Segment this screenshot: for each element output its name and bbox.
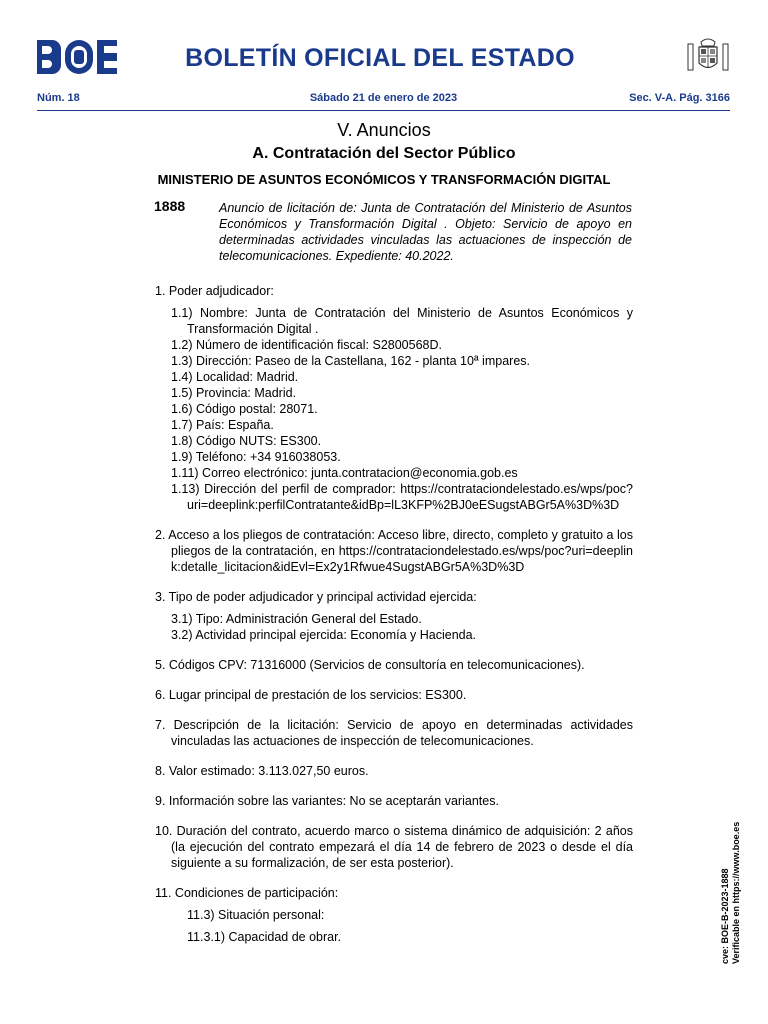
list-item: 11.3) Situación personal: [187,908,325,922]
paragraph-3 [155,589,633,643]
list-item: 1.11) Correo electrónico: junta.contratacion@economia.gob.es [171,466,518,480]
paragraph-11-3-1 [155,929,633,945]
paragraph-1-heading: 1. Poder adjudicador: [155,284,274,298]
coat-of-arms-icon [686,36,730,76]
paragraph-1 [155,283,633,513]
announcement-title: Anuncio de licitación de: Junta de Contratación del Ministerio de Asuntos Económicos y Transformación Digital . Objeto: Servicio de apoyo en determinadas actividades vinculadas las actuaciones de inspección de telecomunicaciones. Expediente: 40.2022. [219,201,632,263]
boe-logo [37,40,117,74]
buyer-profile-link[interactable]: 1.13) Dirección del perfil de comprador: https://contrataciondelestado.es/wps/poc?uri=deeplink:perfilContratante&idBp=lL3KFP%2BJ0eESugstABGr5A%3D%3D [171,482,633,512]
paragraph-6: 6. Lugar principal de prestación de los servicios: ES300. [155,688,467,702]
paragraph-2[interactable]: 2. Acceso a los pliegos de contratación: Acceso libre, directo, completo y gratuito a los pliegos de la contratación, en https://contrataciondelestado.es/wps/poc?uri=deeplink:detalle_licitacion&idEvl=Ex2y1Rfwue4SugstABGr5A%3D%3D [155,528,633,574]
paragraph-5: 5. Códigos CPV: 71316000 (Servicios de consultoría en telecomunicaciones). [155,658,585,672]
paragraph-8: 8. Valor estimado: 3.113.027,50 euros. [155,764,369,778]
section-subpart: A. Contratación del Sector Público [252,145,516,162]
header-divider [37,110,730,111]
announcement-number: 1888 [154,198,186,214]
paragraph-11-3 [155,907,633,923]
list-item: 3.2) Actividad principal ejercida: Economía y Hacienda. [171,628,477,642]
paragraph-3-heading: 3. Tipo de poder adjudicador y principal actividad ejercida: [155,590,477,604]
verification-sidebar [720,821,746,966]
logo-seal-icon [74,50,84,64]
paragraph-10: 10. Duración del contrato, acuerdo marco o sistema dinámico de adquisición: 2 años (la ejecución del contrato empezará el día 14 de febrero de 2023 o desde el día siguiente a su formalización, de ser esta posterior). [155,824,633,870]
section-part: V. Anuncios [337,120,431,140]
list-item: 1.1) Nombre: Junta de Contratación del Ministerio de Asuntos Económicos y Transformación Digital . [171,306,633,336]
cve-code: cve: BOE-B-2023-1888 [720,868,730,964]
list-item: 1.5) Provincia: Madrid. [171,386,297,400]
logo-letter-b [37,40,61,74]
list-item: 1.3) Dirección: Paseo de la Castellana, 162 - planta 10ª impares. [171,354,530,368]
paragraph-11 [155,885,633,945]
list-item: 1.2) Número de identificación fiscal: S2800568D. [171,338,442,352]
paragraph-3-items [155,611,633,643]
paragraph-11-heading: 11. Condiciones de participación: [155,886,339,900]
list-item: 1.4) Localidad: Madrid. [171,370,299,384]
section-page: Sec. V-A. Pág. 3166 [629,92,730,104]
issue-number: Núm. 18 [37,92,80,104]
list-item: 1.6) Código postal: 28071. [171,402,318,416]
list-item: 1.8) Código NUTS: ES300. [171,434,322,448]
paragraph-7: 7. Descripción de la licitación: Servicio de apoyo en determinadas actividades vinculadas las actuaciones de inspección de telecomunicaciones. [155,718,633,748]
issue-date: Sábado 21 de enero de 2023 [309,92,458,104]
ministry-heading: MINISTERIO DE ASUNTOS ECONÓMICOS Y TRANSFORMACIÓN DIGITAL [157,172,611,187]
paragraph-9: 9. Información sobre las variantes: No se aceptarán variantes. [155,794,499,808]
list-item: 1.9) Teléfono: +34 916038053. [171,450,341,464]
verification-link[interactable]: Verificable en https://www.boe.es [731,821,741,964]
paragraph-1-items [155,305,633,513]
logo-letter-o [65,40,93,74]
page-title: BOLETÍN OFICIAL DEL ESTADO [185,44,575,72]
list-item: 3.1) Tipo: Administración General del Estado. [171,612,422,626]
list-item: 11.3.1) Capacidad de obrar. [187,930,342,944]
logo-letter-e [97,40,117,74]
list-item: 1.7) País: España. [171,418,274,432]
issue-info-row [37,92,730,108]
announcement-body [155,283,633,959]
